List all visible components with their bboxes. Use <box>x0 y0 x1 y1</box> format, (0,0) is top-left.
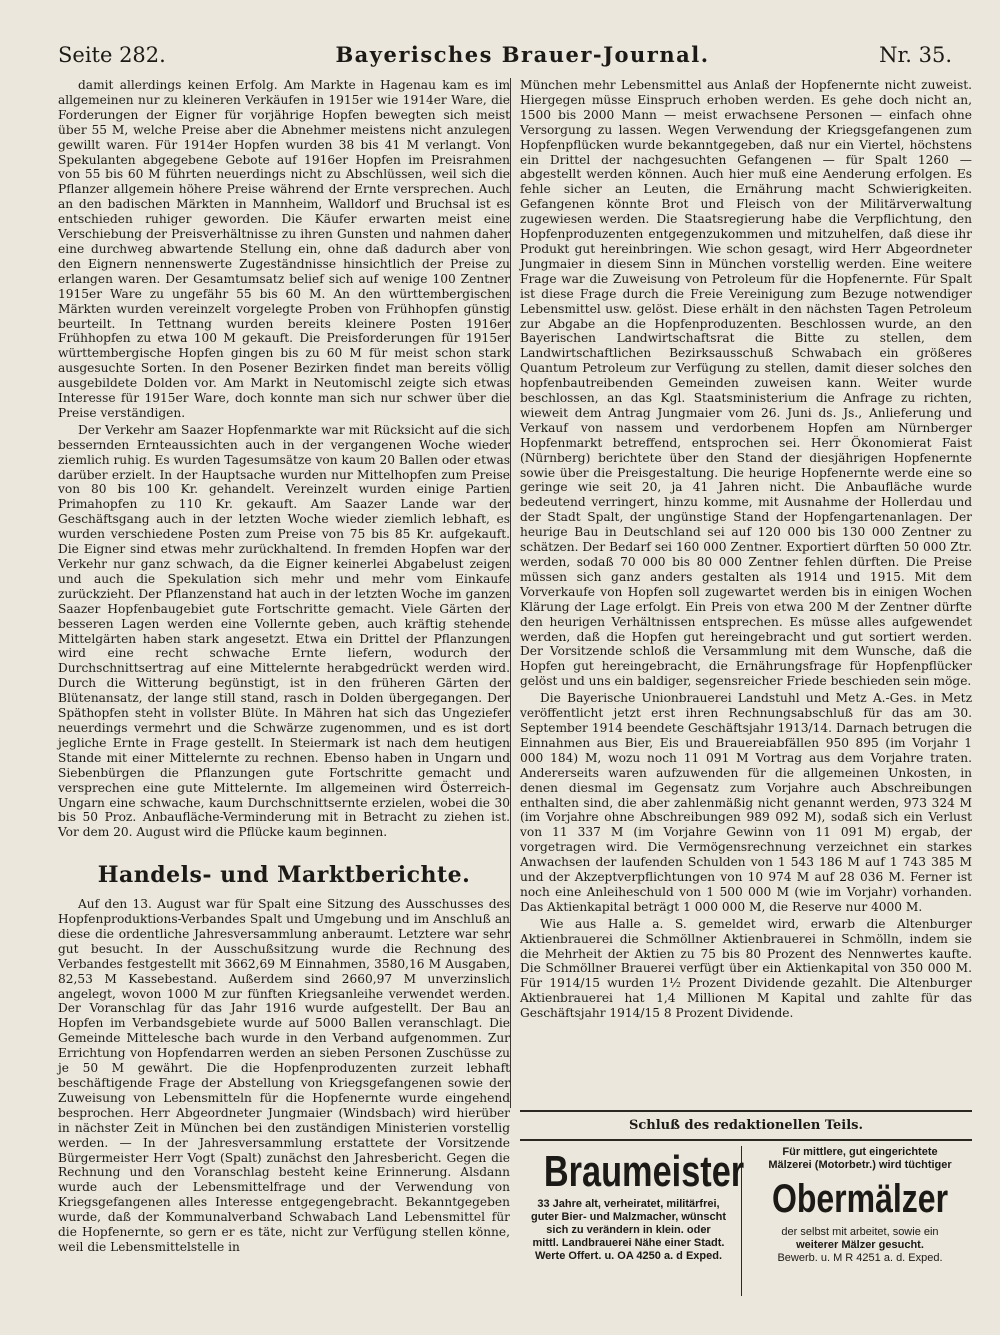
ad-line: 33 Jahre alt, verheiratet, militärfrei, <box>537 1198 720 1210</box>
article-paragraph: damit allerdings keinen Erfolg. Am Markte in Hagenau kam es im allgemeinen nur zu kleineren Verkäufen in 1915er wie 1914er Ware, die Forderungen der Eigner für vorjährige Hopfen bewegten sich meist über 55 M, welche Preise aber die Abnehmer meistens nicht anzulegen gewillt waren. Für 1914er Hopfen wurden 38 bis 41 M verlangt. Von Spekulanten abgegebene Gebote auf 1916er Hopfen im Preisrahmen von 55 bis 60 M führten neuerdings nicht zu Abschlüssen, weil sich die Pflanzer allgemein höhere Preise während der Ernte versprechen. Auch an den badischen Märkten in Mannheim, Walldorf und Bruchsal ist es entschieden ruhiger geworden. Die Käufer erwarten meist eine Verschiebung der Preisverhältnisse zu ihren Gunsten und nahmen daher eine durchweg abwartende Stellung ein, ohne daß dadurch aber von den Eignern nennenswerte Zugeständnisse hinsichtlich der Preise zu erlangen waren. Der Gesamtumsatz belief sich auf wenige 100 Zentner 1915er Ware zu ungefähr 55 bis 60 M. An den württembergischen Märkten wurden vereinzelt vorgelegte Proben von Frühhopfen günstig beurteilt. In Tettnang wurden bereits kleinere Posten 1916er Frühhopfen zu etwa 100 M gekauft. Die Preisforderungen für 1915er württembergische Hopfen gingen bis zu 60 M für meist schon stark ausgesuchte Sorten. In den Posener Bezirken findet man bereits völlig ausgebildete Dolden vor. Am Markt in Neutomischl zeigte sich etwas Interesse für 1915er Ware, doch konnte man sich nur schwer über die Preise verständigen. <box>58 78 510 420</box>
page-header <box>58 42 952 72</box>
ad-line: Bewerb. u. M R 4251 a. d. Exped. <box>777 1252 943 1264</box>
ad-line: guter Bier- und Malzmacher, wünscht <box>531 1211 726 1223</box>
article-paragraph: Die Bayerische Unionbrauerei Landstuhl und Metz A.-Ges. in Metz veröffentlicht jetzt erst ihren Rechnungsabschluß für das am 30. September 1914 beendete Geschäftsjahr 1913/14. Darnach betrugen die Einnahmen aus Bier, Eis und Brauereiabfällen 950 895 (im Vorjahr 1 000 184) M, wozu noch 11 091 M Vortrag aus dem Vorjahre traten. Andererseits waren aufzuwenden für die allgemeinen Unkosten, in denen diesmal im Gegensatz zum Vorjahre auch Abschreibungen enthalten sind, die aber zahlenmäßig nicht genannt werden, 973 324 M (im Vorjahre ohne Abschreibungen 989 092 M), sodaß sich ein Verlust von 11 337 M (im Vorjahre Gewinn von 11 091 M) ergab, der vorgetragen wird. Die Vermögensrechnung verzeichnet ein starkes Anwachsen der laufenden Schulden von 1 543 186 M auf 1 743 385 M und der Akzeptverpflichtungen von 10 974 M auf 28 036 M. Ferner ist noch eine Anleiheschuld von 1 500 000 M (wie im Vorjahr) vorhanden. Das Aktienkapital beträgt 1 000 000 M, die Reserve nur 4000 M. <box>520 691 972 914</box>
page-number: Seite 282. <box>58 43 166 67</box>
journal-title: Bayerisches Brauer-Journal. <box>335 42 710 67</box>
article-paragraph: Wie aus Halle a. S. gemeldet wird, erwarb die Altenburger Aktienbrauerei die Schmöllner Aktienbrauerei in Schmölln, indem sie die Mehrheit der Aktien zu 75 bis 80 Prozent des Nennwertes kaufte. Die Schmöllner Brauerei verfügt über ein Aktienkapital von 350 000 M. Für 1914/15 wurden 1½ Prozent Dividende gezahlt. Die Altenburger Aktienbrauerei hat 1,4 Millionen M Kapital und zahlte für das Geschäftsjahr 1914/15 8 Prozent Dividende. <box>520 916 972 1021</box>
issue-number: Nr. 35. <box>879 43 952 67</box>
ad-line: Werte Offert. u. OA 4250 a. d Exped. <box>534 1250 723 1262</box>
left-column <box>58 78 510 1255</box>
ad-line: sich zu verändern in klein. oder <box>546 1224 711 1236</box>
article-paragraph: München mehr Lebensmittel aus Anlaß der Hopfenernte nicht zuweist. Hiergegen müsse Einspruch erhoben werden. Es gehe doch nicht an, 1500 bis 2000 Mann — meist erwachsene Personen — einfach ohne Versorgung zu lassen. Wegen Verwendung der Kriegsgefangenen zum Hopfenpflücken wurde bekanntgegeben, daß nur ein Viertel, höchstens ein Drittel der nachgesuchten Gefangenen — für Spalt 1260 — abgestellt werden können. Auch hier muß eine Aenderung erfolgen. Es fehle sicher an Leuten, die Ernährung macht Schwierigkeiten. Gefangenen könnte Brot und Fleisch von der Militärverwaltung zugewiesen werden. Die Staatsregierung habe die Verpflichtung, den Hopfenproduzenten entgegenzukommen und mitzuhelfen, daß diese ihr Produkt gut hereinbringen. Wie schon gesagt, wird Herr Abgeordneter Jungmaier in diesem Sinn in München vorstellig werden. Eine weitere Frage war die Zuweisung von Petroleum für die Hopfenernte. Für Spalt ist diese Frage durch die Freie Vereinigung zum Bezuge notwendiger Lebensmittel usw. gelöst. Diese erhält in den nächsten Tagen Petroleum zur Abgabe an die Hopfenproduzenten. Beschlossen wurde, an den Bayerischen Landwirtschaftsrat die Bitte zu stellen, dem Landwirtschaftlichen Bezirksausschuß Schwabach ein größeres Quantum Petroleum zur Verfügung zu stellen, damit dieser solches den hopfenbautreibenden Gemeinden zuweisen kann. Weiter wurde beschlossen, an das Kgl. Staatsministerium die Anfrage zu richten, wieweit dem Antrag Jungmaier vom 26. Juni ds. Js., Anlieferung und Verkauf von nassem und verdorbenem Hopfen am Nürnberger Hopfenmarkt betreffend, entsprochen sei. Herr Ökonomierat Faist (Nürnberg) berichtete über den Stand der diesjährigen Hopfenernte sowie über die Preisgestaltung. Die heurige Hopfenernte werde eine so geringe wie seit 20, ja 41 Jahren nicht. Die Anbaufläche wurde bedeutend verringert, hinzu komme, mit Ausnahme der Hollerdau und der Stadt Spalt, der ungünstige Stand der Hopfengartenanlagen. Der heurige Bau in Deutschland sei auf 120 000 bis 130 000 Zentner zu schätzen. Der Bedarf sei 160 000 Zentner. Exportiert dürften 50 000 Ztr. werden, sodaß 70 000 bis 80 000 Zentner fehlen dürften. Die Preise müssen sich ganz anders gestalten als 1914 und 1915. Mit dem Vorverkaufe von Hopfen soll zugewartet werden bis in einigen Wochen Klärung der Lage erfolgt. Ein Preis von etwa 200 M der Zentner dürfte den heurigen Verhältnissen entsprechen. Es müsse alles aufgewendet werden, daß die Hopfen gut hereingebracht und gut sortiert werden. Der Vorsitzende schloß die Versammlung mit dem Wunsche, daß die Hopfen gut hereingebracht, die Ernährungsfrage für Hopfenpflücker gelöst und uns ein baldiger, segensreicher Friede beschieden sein möge. <box>520 78 972 689</box>
end-of-editorial-notice: Schluß des redaktionellen Teils. <box>520 1110 972 1141</box>
ad-line: weiterer Mälzer gesucht. <box>796 1239 924 1251</box>
article-paragraph: Der Verkehr am Saazer Hopfenmarkte war mit Rücksicht auf die sich bessernden Ernteaussichten auch in der vergangenen Woche wieder ziemlich ruhig. Es wurden Tagesumsätze von kaum 20 Ballen oder etwas darüber erzielt. In der Hauptsache wurden nur Mittelhopfen zum Preise von 80 bis 100 Kr. gehandelt. Vereinzelt wurden einige Partien Primahopfen zu 110 Kr. gekauft. Am Saazer Lande war der Geschäftsgang auch in der letzten Woche wieder ziemlich lebhaft, es wurden verschiedene Posten zum Preise von 75 bis 85 Kr. aufgekauft. Die Eigner sind etwas mehr zurückhaltend. In fremden Hopfen war der Verkehr nur ganz schwach, da die Eigner keinerlei Abgabelust zeigen und auch die Spekulation sich mehr und mehr vom Einkaufe zurückzieht. Der Pflanzenstand hat auch in der letzten Woche im ganzen Saazer Hopfenbaugebiet gute Fortschritte gemacht. Viele Gärten der besseren Lagen werden eine Vollernte geben, auch kräftig stehende Mittelgärten haben stark angesetzt. Etwa ein Drittel der Pflanzungen wird eine recht schwache Ernte liefern, wodurch der Durchschnittsertrag auf eine Mittelernte herabgedrückt werden wird. Durch die Witterung begünstigt, ist in den früheren Gärten der Blütenansatz, der lange still stand, rasch in Dolden übergegangen. Der Späthopfen steht in vollster Blüte. In Mähren hat sich das Ungeziefer neuerdings vermehrt und die Schwärze zugenommen, und es ist dort jegliche Ernte in Frage gestellt. In Steiermark ist nach dem heutigen Stande mit einer Mittelernte zu rechnen. Ebenso haben in Ungarn und Siebenbürgen die Pflanzungen gute Fortschritte gemacht und versprechen eine gute Mittelernte. Im allgemeinen wird Österreich-Ungarn eine schwache, kaum Durchschnittsernte erzielen, wobei die 30 bis 50 Proz. Anbaufläche-Verminderung mit in Betracht zu ziehen ist. Vor dem 20. August wird die Pflücke kaum beginnen. <box>58 422 510 840</box>
ad-braumeister <box>520 1146 745 1296</box>
right-column <box>520 78 972 1088</box>
ad-line: der selbst mit arbeitet, sowie ein <box>781 1226 939 1238</box>
ad-headline: Obermälzer <box>771 1177 949 1221</box>
ad-line: mittl. Landbrauerei Nähe einer Stadt. <box>532 1237 725 1249</box>
advertisements <box>520 1146 972 1296</box>
column-divider <box>510 78 511 1108</box>
ad-intro-line: Mälzerei (Motorbetr.) wird tüchtiger <box>768 1159 952 1171</box>
ad-intro-line: Für mittlere, gut eingerichtete <box>782 1146 938 1158</box>
ad-headline: Braumeister <box>543 1147 745 1196</box>
section-heading: Handels- und Marktberichte. <box>97 862 471 889</box>
ad-obermaelzer <box>742 1146 972 1296</box>
article-paragraph: Auf den 13. August war für Spalt eine Sitzung des Ausschusses des Hopfenproduktions-Verbandes Spalt und Umgebung und im Anschluß an diese die ordentliche Jahresversammlung anberaumt. Letztere war sehr gut besucht. In der Ausschußsitzung wurde die Rechnung des Verbandes festgestellt mit 3662,69 M Einnahmen, 3580,16 M Ausgaben, 82,53 M Kassebestand. Außerdem sind 2660,97 M unverzinslich angelegt, wovon 1000 M zur fünften Kriegsanleihe verwendet werden. Der Voranschlag für das Jahr 1916 wurde aufgestellt. Der Bau an Hopfen im Verbandsgebiete wurde auf 5000 Ballen veranschlagt. Die Gemeinde Mittelesche bach wurde in den Verband aufgenommen. Zur Errichtung von Hopfendarren werden an sieben Personen Zuschüsse zu je 50 M gewährt. Die die Hopfenproduzenten zurzeit lebhaft beschäftigende Frage der Abstellung von Kriegsgefangenen sowie der Zuweisung von Lebensmitteln für die Hopfenernte wurde eingehend besprochen. Herr Abgeordneter Jungmaier (Windsbach) wird hierüber in nächster Zeit in München bei den zuständigen Ministerien vorstellig werden. — In der Jahresversammlung erstattete der Vorsitzende Bürgermeister Herr Vogt (Spalt) zunächst den Jahresbericht. Gegen die Rechnung und den Voranschlag besteht keine Erinnerung. Alsdann wurde auch der Lebensmittelfrage und der Verwendung von Kriegsgefangenen alles Interesse entgegengebracht. Bekanntgegeben wurde, daß der Kommunalverband Schwabach Land Lebensmittel für die Hopfenernte, so gern er es täte, nicht zur Verfügung stellen könne, weil die Lebensmittelstelle in <box>58 897 510 1254</box>
